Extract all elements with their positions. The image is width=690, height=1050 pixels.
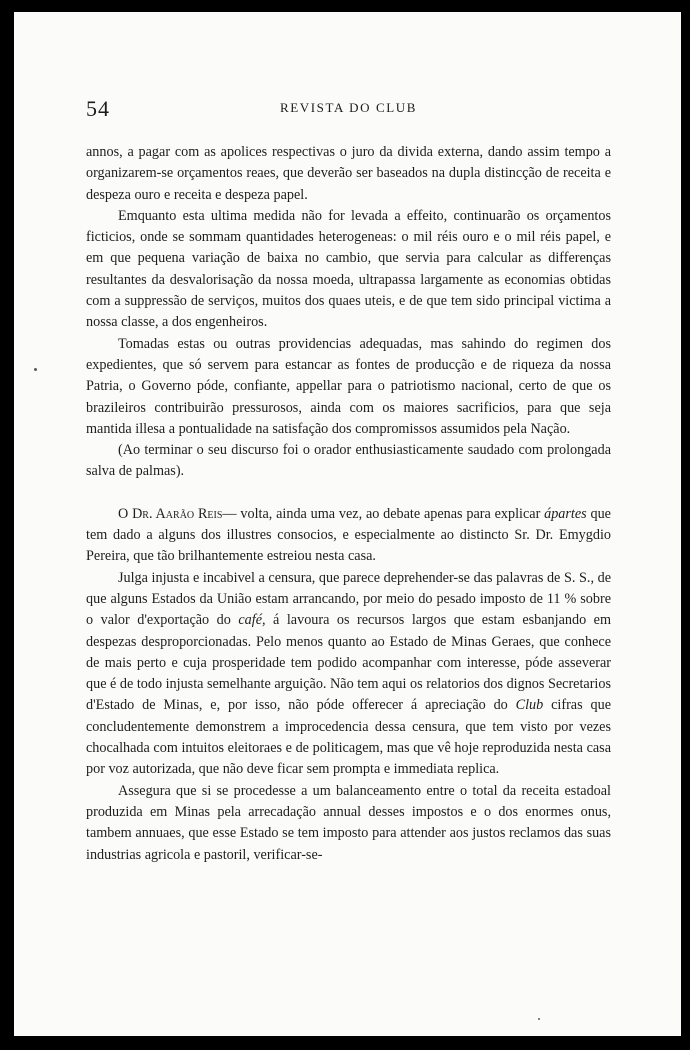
scan-speck <box>34 368 37 371</box>
text-run: que tem dado a alguns dos illustres consocios, e especialmente ao distincto Sr. Dr. Emygdio Pereira, que tão brilhantemente estreiou nesta casa. <box>86 505 611 565</box>
scan-speck <box>538 1018 540 1020</box>
paragraph: Emquanto esta ultima medida não for levada a effeito, continuarão os orçamentos ficticios, onde se sommam quantidades heterogeneas: o mil réis ouro e o mil réis papel, e em que pequena variação de baixa no cambio, que servia para calcular as differenças resultantes da desvalorisação da nossa moeda, ultrapassa largamente as economias obtidas com a suppressão de serviços, muitos dos quaes uteis, e de que tem sido principal victima a nossa classe, a dos engenheiros. <box>86 207 611 331</box>
text-run: , á lavoura os recursos largos que estam esbanjando em despezas desproporcionadas. Pelo menos quanto ao Estado de Minas Geraes, que conhece de mais perto e cuja prosperidade tem podido acompanhar com interesse, póde asseverar que é de todo injusta semelhante arguição. Não tem aqui os relatorios dos dignos Secretarios d'Estado de Minas, e, por isso, não póde offerecer á apreciação do <box>86 612 611 714</box>
text-run: Julga injusta e incabivel a censura, que parece deprehender-se das palavras de S. S., de que alguns Estados da União estam arrancando, por meio do pesado imposto de 11 % sobre o valor d'exportação do <box>86 569 611 629</box>
italic-term: ápartes <box>544 505 587 522</box>
paragraph-spacer <box>86 483 611 504</box>
page-header <box>86 96 611 122</box>
paragraph-applause-note: (Ao terminar o seu discurso foi o orador enthusiasticamente saudado com prolongada salva de palmas). <box>86 442 611 480</box>
text-run: cifras que concludentemente demonstrem a improcedencia dessa censura, que tem visto por vezes chocalhada com intuitos eleitoraes e de politicagem, mas que vê hoje reproduzida nesta casa por voz autorizada, que não deve ficar sem prompta e immediata replica. <box>86 697 611 778</box>
speaker-name: Dr. Aarão Reis <box>132 505 223 522</box>
paragraph <box>86 568 611 781</box>
italic-term: Club <box>515 697 544 714</box>
text-run: O <box>118 505 133 522</box>
paragraph-speaker-intro <box>86 504 611 568</box>
body-text <box>86 142 611 866</box>
paragraph: Tomadas estas ou outras providencias adequadas, mas sahindo do regimen dos expedientes, que só servem para estancar as fontes de producção e de riqueza da nossa Patria, o Governo póde, confiante, appellar para o patriotismo nacional, certo de que os brazileiros contribuirão pressurosos, ainda com os maiores sacrificios, para que seja mantida illesa a pontualidade na satisfação dos compromissos assumidos pela Nação. <box>86 335 611 437</box>
running-title: REVISTA DO CLUB <box>279 100 418 115</box>
page-number: 54 <box>86 96 110 121</box>
paragraph-continuation: annos, a pagar com as apolices respectivas o juro da divida externa, dando assim tempo a organizarem-se orçamentos reaes, que deverão ser baseados na dupla distincção de receita e despeza ouro e receita e despeza papel. <box>86 144 611 203</box>
italic-term: café <box>238 612 262 629</box>
paragraph: Assegura que si se procedesse a um balanceamento entre o total da receita estadoal produzida em Minas pela arrecadação annual desses impostos e o dos enormes onus, tambem annuaes, que esse Estado se tem imposto para attender aos justos reclamos das suas industrias agricola e pastoril, verificar-se- <box>86 782 611 863</box>
text-run: — volta, ainda uma vez, ao debate apenas para explicar <box>222 505 545 522</box>
document-page <box>14 12 681 1036</box>
